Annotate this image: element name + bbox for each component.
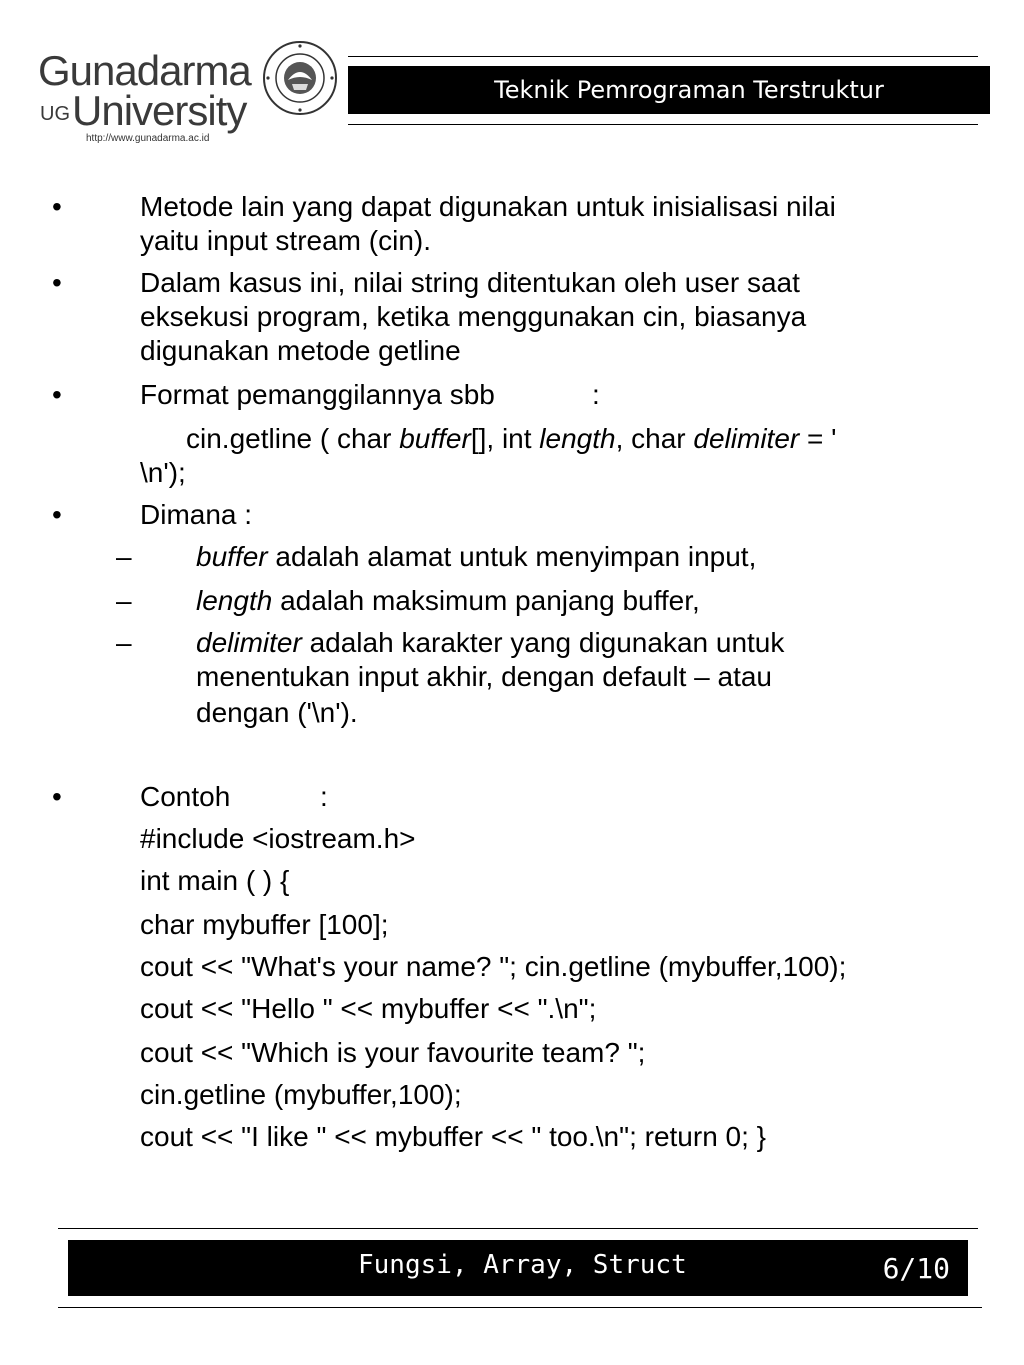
definition-delimiter xyxy=(196,626,784,660)
logo-name-line2: University xyxy=(72,87,247,134)
header-rule-top xyxy=(348,56,978,57)
header-title: Teknik Pemrograman Terstruktur xyxy=(494,76,884,104)
bullet: • xyxy=(52,267,62,298)
dash: – xyxy=(116,627,132,658)
syntax-part: [], int xyxy=(470,423,540,454)
syntax-buffer-param: buffer xyxy=(399,423,471,454)
code-line: #include <iostream.h> xyxy=(140,823,416,854)
footer-bar xyxy=(68,1240,968,1296)
bullet-1-line-2: yaitu input stream (cin). xyxy=(140,225,431,256)
bullet-3-text: Format pemanggilannya sbb xyxy=(140,379,495,410)
logo-name-line1: Gunadarma xyxy=(38,47,251,94)
bullet-4-text: Dimana : xyxy=(140,499,253,530)
term-buffer: buffer xyxy=(196,541,268,572)
university-logo xyxy=(36,38,341,148)
definition-buffer xyxy=(196,540,756,574)
definition-delimiter-line-2: menentukan input akhir, dengan default – atau xyxy=(196,661,772,692)
definition-text: adalah karakter yang digunakan untuk xyxy=(301,627,785,658)
code-line: cin.getline (mybuffer,100); xyxy=(140,1079,462,1110)
definition-text: adalah maksimum panjang buffer, xyxy=(272,585,700,616)
code-line: cout << "Which is your favourite team? "; xyxy=(140,1037,646,1068)
bullet: • xyxy=(52,191,62,222)
page-number: 6/10 xyxy=(882,1252,950,1285)
code-line: int main ( ) { xyxy=(140,865,290,896)
definition-length xyxy=(196,584,700,618)
code-line: cout << "I like " << mybuffer << " too.\n"; return 0; } xyxy=(140,1121,767,1152)
bullet-3-colon: : xyxy=(592,379,600,410)
footer-rule-bottom xyxy=(58,1307,982,1308)
term-length: length xyxy=(196,585,273,616)
bullet-1-line-1: Metode lain yang dapat digunakan untuk inisialisasi nilai xyxy=(140,191,836,222)
bullet-2-line-3: digunakan metode getline xyxy=(140,335,461,366)
bullet-5-text: Contoh xyxy=(140,781,231,812)
dash: – xyxy=(116,585,132,616)
bullet-2-line-1: Dalam kasus ini, nilai string ditentukan oleh user saat xyxy=(140,267,800,298)
bullet: • xyxy=(52,379,62,410)
syntax-part: cin.getline ( char xyxy=(186,423,400,454)
getline-syntax xyxy=(186,422,836,456)
code-line: cout << "What's your name? "; cin.getline (mybuffer,100); xyxy=(140,951,847,982)
footer-title: Fungsi, Array, Struct xyxy=(358,1250,687,1280)
bullet: • xyxy=(52,499,62,530)
bullet-5-colon: : xyxy=(320,781,328,812)
header-title-bar xyxy=(348,66,990,114)
definition-delimiter-line-3: dengan ('\n'). xyxy=(196,697,358,728)
logo-ug-mark: UG xyxy=(40,103,70,125)
header-rule-bottom xyxy=(348,124,978,125)
footer-rule-top xyxy=(58,1228,978,1229)
syntax-part: , char xyxy=(615,423,694,454)
dash: – xyxy=(116,541,132,572)
bullet: • xyxy=(52,781,62,812)
getline-syntax-line-2: \n'); xyxy=(140,457,186,488)
syntax-length-param: length xyxy=(539,423,616,454)
syntax-delimiter-param: delimiter xyxy=(693,423,800,454)
logo-url: http://www.gunadarma.ac.id xyxy=(86,133,210,144)
code-line: cout << "Hello " << mybuffer << ".\n"; xyxy=(140,993,597,1024)
syntax-part: = ' xyxy=(799,423,837,454)
university-seal-icon xyxy=(262,40,338,116)
bullet-2-line-2: eksekusi program, ketika menggunakan cin, biasanya xyxy=(140,301,807,332)
code-line: char mybuffer [100]; xyxy=(140,909,389,940)
term-delimiter: delimiter xyxy=(196,627,302,658)
definition-text: adalah alamat untuk menyimpan input, xyxy=(267,541,757,572)
